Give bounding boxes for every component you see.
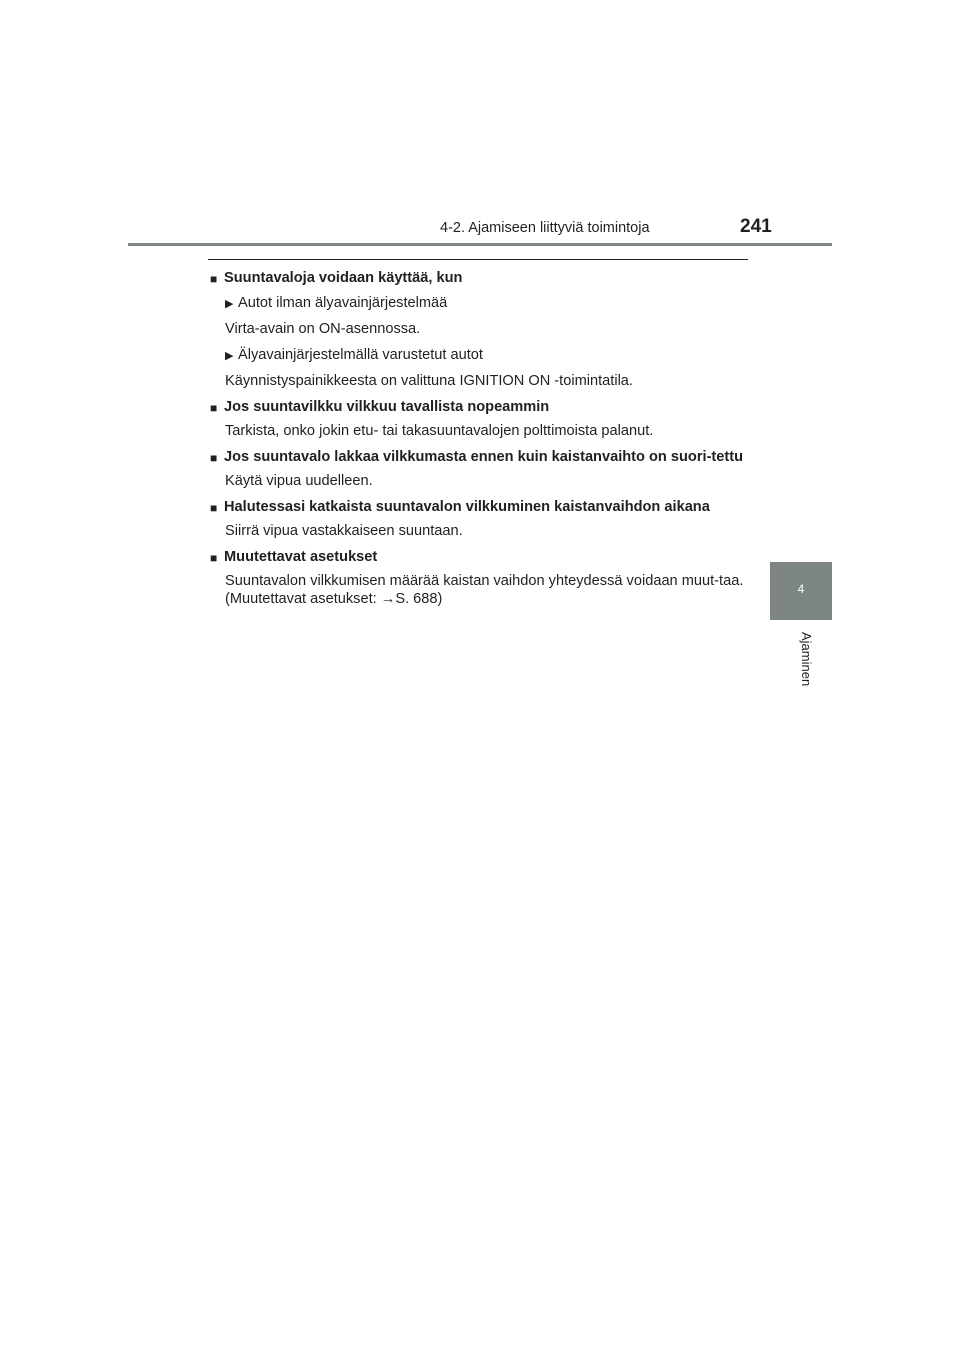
square-bullet-icon: ■ (210, 550, 218, 565)
section-heading: ■ Jos suuntavilkku vilkkuu tavallista nopeammin (210, 399, 746, 418)
square-bullet-icon: ■ (210, 450, 218, 465)
header-rule (128, 243, 832, 246)
chapter-tab (770, 562, 832, 620)
square-bullet-icon: ■ (210, 400, 218, 415)
square-bullet-icon: ■ (210, 500, 218, 515)
body-text: Suuntavalon vilkkumisen määrää kaistan vaihdon yhteydessä voidaan muut-taa. (225, 573, 744, 589)
section-heading: ■ Halutessasi katkaista suuntavalon vilkkuminen kaistanvaihdon aikana (210, 499, 746, 518)
triangle-arrow-icon: ▶ (225, 349, 234, 362)
section-heading: ■ Jos suuntavalo lakkaa vilkkumasta ennen kuin kaistanvaihto on suori-tettu (210, 449, 746, 468)
running-header-section: 4-2. Ajamiseen liittyviä toimintoja (440, 220, 650, 236)
content-rule (208, 259, 748, 260)
body-text: Käytä vipua uudelleen. (225, 473, 373, 489)
page-number: 241 (740, 216, 772, 237)
sub-item: ▶ Autot ilman älyavainjärjestelmää (210, 295, 746, 314)
body-text: Tarkista, onko jokin etu- tai takasuuntavalojen polttimoista palanut. (225, 423, 654, 439)
sub-item: ▶ Älyavainjärjestelmällä varustetut autot (210, 347, 746, 366)
section-heading: ■ Muutettavat asetukset (210, 549, 746, 568)
body-text: Virta-avain on ON-asennossa. (225, 321, 421, 337)
page-content (210, 270, 746, 616)
body-text: Käynnistyspainikkeesta on valittuna IGNITION ON -toimintatila. (225, 373, 633, 389)
triangle-arrow-icon: ▶ (225, 297, 234, 310)
body-text: Siirrä vipua vastakkaiseen suuntaan. (225, 523, 463, 539)
chapter-tab-number: 4 (797, 582, 805, 596)
page-reference: (Muutettavat asetukset: →S. 688) (225, 590, 443, 607)
section-heading: ■ Suuntavaloja voidaan käyttää, kun (210, 270, 746, 289)
chapter-label: Ajaminen (799, 632, 814, 687)
square-bullet-icon: ■ (210, 272, 218, 286)
